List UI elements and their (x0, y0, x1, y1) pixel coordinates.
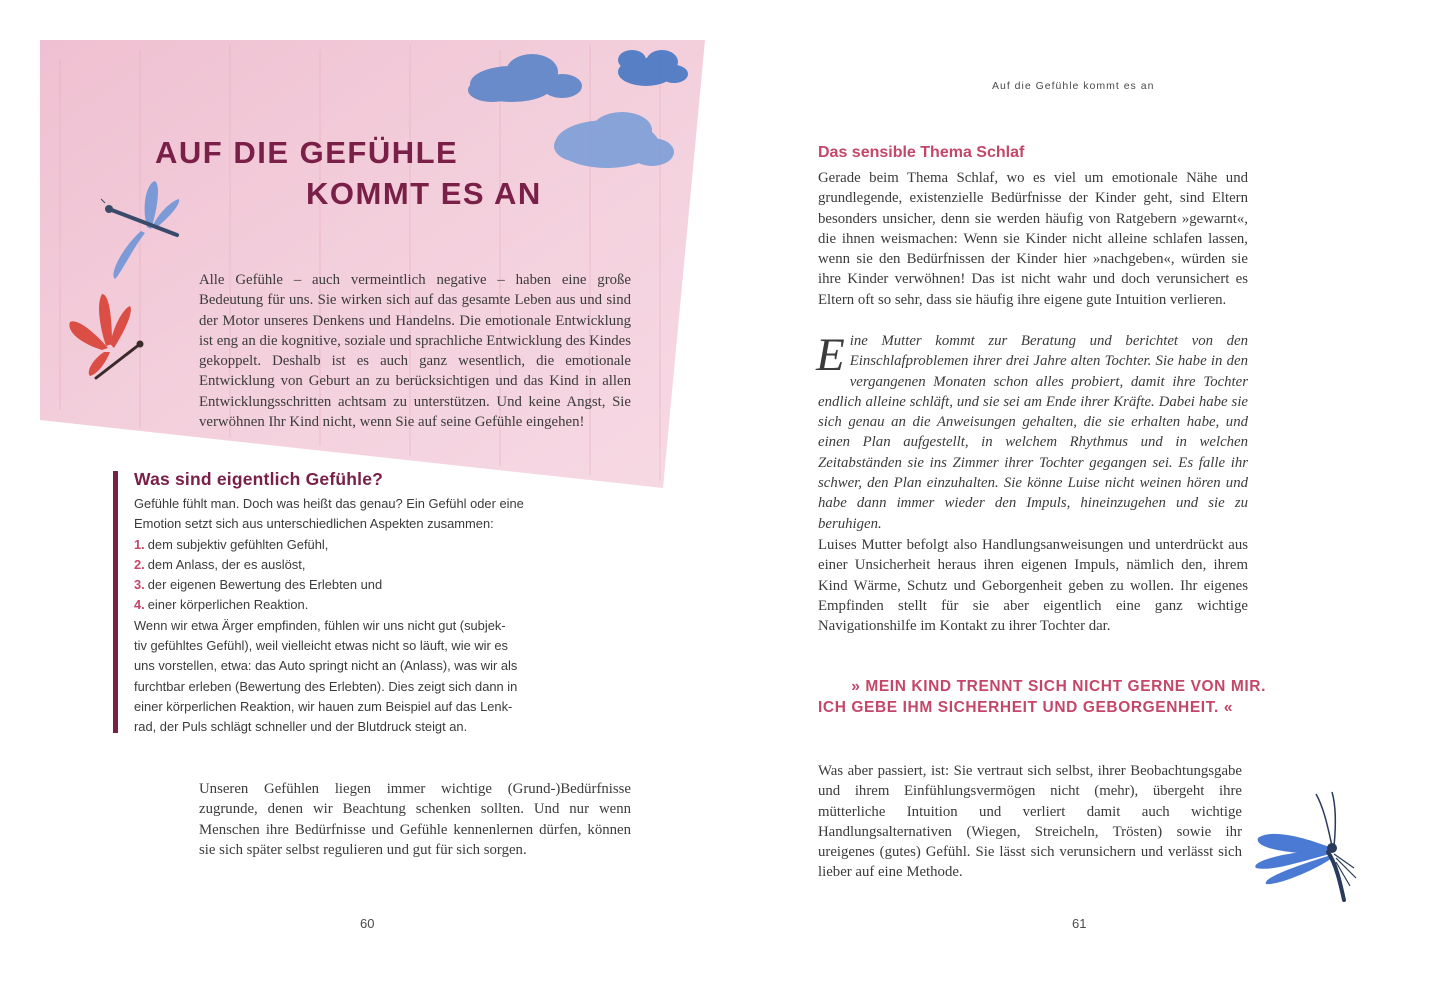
sidebar-line: uns vorstellen, etwa: das Auto springt nicht an (Anlass), was wir als (134, 658, 518, 674)
list-text: einer körperlichen Reaktion. (147, 597, 309, 613)
list-item (134, 555, 544, 575)
page-number-left: 60 (360, 916, 375, 931)
running-head: Auf die Gefühle kommt es an (992, 80, 1155, 92)
list-item (134, 575, 544, 595)
sidebar-line: Emotion setzt sich aus unterschiedlichen Aspekten zusammen: (134, 516, 494, 532)
list-text: dem Anlass, der es auslöst, (147, 556, 306, 572)
list-text: der eigenen Bewertung des Erlebten und (147, 577, 383, 593)
case-story (818, 331, 1248, 534)
sidebar-line: tiv gefühltes Gefühl), weil vielleicht etwas nicht so läuft, wie wir es (134, 638, 508, 654)
list-number: 1. (134, 536, 145, 552)
paragraph-1: Gerade beim Thema Schlaf, wo es viel um emotionale Nähe und grundlegende, existenzielle Bedürfnisse der Kinder geht, sind Eltern besonders unsicher, denn sie werden häufig von Ratgebern »gewarnt«, die ihnen weismachen: Wenn sie Kinder nicht alleine schlafen lassen, wenn sie den Bedürfnissen der Kinder hier »nachgeben«, würden sie ihre Kinder verwöhnen! Das ist nicht wahr und doch verunsichert es Eltern oft so sehr, dass sie häufig ihre eigene gute Intuition verlieren. (818, 170, 1248, 308)
drop-cap: E (816, 329, 845, 381)
list-number: 4. (134, 597, 145, 613)
sidebar-line: Gefühle fühlt man. Doch was heißt das genau? Ein Gefühl oder eine (134, 496, 524, 511)
red-dragonfly-illustration (62, 288, 157, 388)
intro-paragraph: Alle Gefühle – auch vermeintlich negative – haben eine große Bedeutung für uns. Sie wirken sich auf das gesamte Leben aus und sind der Motor unseres Denkens und Handelns. Die emotionale Entwicklung ist eng an die kognitive, soziale und sprachliche Entwicklung des Kindes gekoppelt. Deshalb ist es auch ganz wesentlich, die emotionale Entwicklung von Geburt an zu berücksichtigen und das Kind in allen Entwicklungsschritten achtsam zu unterstützen. Und keine Angst, Sie verwöhnen Ihr Kind nicht, wenn Sie auf seine Gefühle eingehen! (199, 272, 631, 431)
pull-quote-line-1: » MEIN KIND TRENNT SICH NICHT GERNE VON MIR. (851, 678, 1266, 695)
sidebar-accent-bar (113, 471, 118, 733)
list-number: 2. (134, 556, 145, 572)
sidebar-line: einer körperlichen Reaktion, wir hauen zum Beispiel auf das Lenk- (134, 698, 513, 714)
sidebar-line: Wenn wir etwa Ärger empfinden, fühlen wir uns nicht gut (subjek- (134, 617, 506, 633)
chapter-title-line-1: AUF DIE GEFÜHLE (155, 135, 459, 170)
pull-quote-line-2: ICH GEBE IHM SICHERHEIT UND GEBORGENHEIT. « (818, 699, 1234, 716)
list-text: dem subjektiv gefühlten Gefühl, (147, 536, 329, 552)
blue-damselfly-illustration (1236, 788, 1396, 906)
page-number-right: 61 (1072, 916, 1087, 931)
sidebar-line: rad, der Puls schlägt schneller und der Blutdruck steigt an. (134, 719, 468, 735)
closing-paragraph: Unseren Gefühlen liegen immer wichtige (Grund-)Bedürfnisse zugrunde, denen wir Beachtung schenken sollten. Und nur wenn Menschen ihre Bedürfnisse und Gefühle kennenlernen dürfen, können sie sich später selbst regulieren und gut für sich sorgen. (199, 781, 631, 858)
right-page (724, 0, 1449, 1000)
list-item (134, 595, 544, 615)
list-item (134, 535, 544, 555)
blue-dragonfly-illustration (95, 175, 195, 290)
left-page (0, 0, 724, 1000)
paragraph-3: Was aber passiert, ist: Sie vertraut sich selbst, ihrer Beobachtungsgabe und ihrem Einfühlungsvermögen nicht (mehr), übergeht ihre mütterliche Intuition und verliert damit auch wichtige Handlungsalternativen (Wiegen, Streicheln, Trösten) sowie ihr ureigenes (gutes) Gefühl. Sie lässt sich verunsichern und verlässt sich lieber auf eine Methode. (818, 763, 1242, 881)
list-number: 3. (134, 577, 145, 593)
sidebar-line: furchtbar erleben (Bewertung des Erlebten). Dies zeigt sich dann in (134, 678, 518, 694)
sidebar-heading: Was sind eigentlich Gefühle? (134, 469, 384, 489)
section-heading: Das sensible Thema Schlaf (818, 144, 1025, 161)
paragraph-2: Luises Mutter befolgt also Handlungsanweisungen und unterdrückt aus einer Unsicherheit heraus ihren eigenen Impuls, nämlich den, ihrem Kind Wärme, Schutz und Geborgenheit geben zu wollen. Ihr eigenes Empfinden stellt für sie aber eigentlich eine ganz wichtige Navigationshilfe im Kontakt zu ihrer Tochter dar. (818, 537, 1248, 635)
chapter-title-line-2: KOMMT ES AN (306, 176, 542, 211)
sidebar-box (134, 494, 544, 738)
case-story-text: ine Mutter kommt zur Beratung und berichtet von den Einschlafproblemen ihrer drei Jahre alten Tochter. Sie habe in den vergangenen Monaten schon alles probiert, damit ihre Tochter endlich alleine schläft, und sie sei am Ende ihrer Kräfte. Dabei habe sie sich genau an die Anweisungen gehalten, die sie erhalten habe, und einen Plan aufgestellt, in welchem Rhythmus und in welchen Zeitabständen sie ins Zimmer ihrer Tochter gegangen sei. Es falle ihr schwer, den Plan einzuhalten. Sie könne Luise nicht weinen hören und habe dann immer wieder den Impuls, hineinzugehen und sie zu beruhigen. (818, 333, 1248, 532)
pull-quote (818, 676, 1266, 718)
